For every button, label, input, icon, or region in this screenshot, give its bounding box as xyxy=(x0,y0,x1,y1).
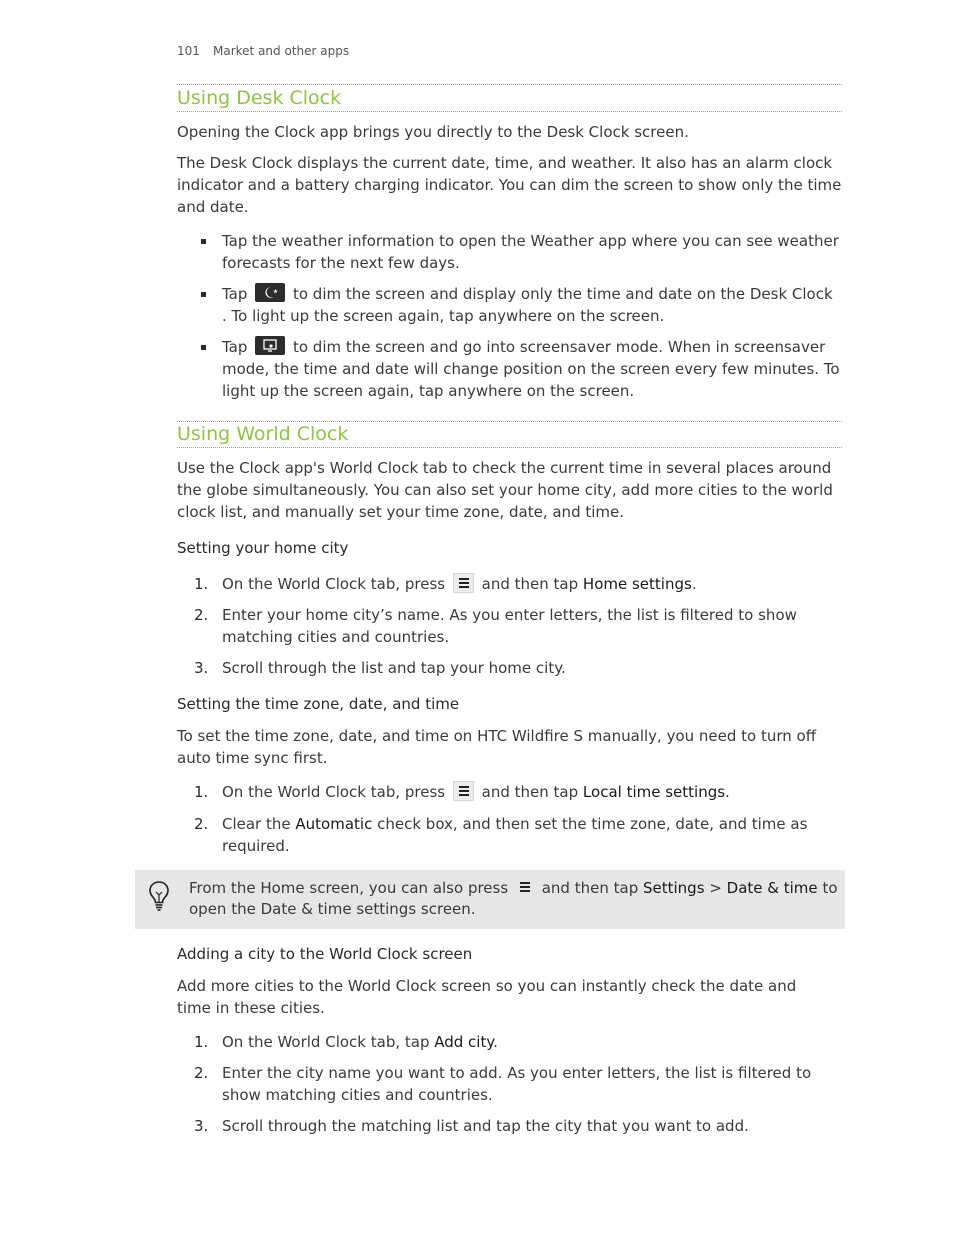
list-item xyxy=(222,283,842,327)
divider xyxy=(177,111,842,112)
divider xyxy=(177,447,842,448)
step-number: 1. xyxy=(194,1033,209,1051)
home-city-heading: Setting your home city xyxy=(177,539,349,557)
menu-icon xyxy=(453,781,474,801)
list-item-text: Enter your home city’s name. As you enter letters, the list is filtered to show matching cities and countries. xyxy=(222,606,797,646)
step-number: 1. xyxy=(194,783,209,801)
list-item-text: On the World Clock tab, press xyxy=(222,783,446,801)
list-item xyxy=(194,604,842,648)
step-number: 3. xyxy=(194,659,209,677)
add-city-heading: Adding a city to the World Clock screen xyxy=(177,945,473,963)
step-number: 2. xyxy=(194,815,209,833)
lightbulb-icon xyxy=(148,880,170,916)
moon-star-icon xyxy=(255,283,285,302)
step-number: 1. xyxy=(194,575,209,593)
list-item-text: On the World Clock tab, tap xyxy=(222,1033,430,1051)
step-number: 3. xyxy=(194,1117,209,1135)
ui-term: Add city xyxy=(434,1033,494,1051)
tip-text-part: to open the Date & time settings screen. xyxy=(189,879,838,918)
tip-text-part: and then tap xyxy=(541,879,639,897)
step-number: 2. xyxy=(194,1064,209,1082)
bullet-marker xyxy=(201,292,206,297)
tip-text-part: > xyxy=(709,879,722,897)
divider xyxy=(177,84,842,85)
desk-clock-heading: Using Desk Clock xyxy=(177,87,342,109)
time-zone-heading: Setting the time zone, date, and time xyxy=(177,695,460,713)
list-item-text: and then tap xyxy=(481,783,579,801)
ui-term: Local time settings xyxy=(582,783,726,801)
list-item xyxy=(194,1031,842,1053)
desk-clock-para: Opening the Clock app brings you directly to the Desk Clock screen. xyxy=(177,123,689,141)
list-item xyxy=(194,813,822,857)
list-item xyxy=(194,1115,842,1137)
list-item xyxy=(222,230,842,274)
bullet-marker xyxy=(201,239,206,244)
add-city-intro: Add more cities to the World Clock screen so you can instantly check the date and time in these cities. xyxy=(177,977,797,1017)
menu-icon xyxy=(453,573,474,593)
world-clock-intro: Use the Clock app's World Clock tab to check the current time in several places around the globe simultaneously. You can also set your home city, add more cities to the world clock list, and manually set your time zone, date, and time. xyxy=(177,459,833,521)
list-item-text: Tap xyxy=(222,338,248,356)
divider xyxy=(177,421,842,422)
list-item-text: to dim the screen and go into screensaver mode. When in screensaver mode, the time and date will change position on the screen every few minutes. To light up the screen again, tap anywhere on the screen. xyxy=(222,338,840,400)
list-item xyxy=(194,573,842,595)
list-item xyxy=(194,657,842,679)
list-item-text: Enter the city name you want to add. As you enter letters, the list is filtered to show matching cities and countries. xyxy=(222,1064,812,1104)
page-header xyxy=(177,44,349,58)
list-item-text: Tap xyxy=(222,285,248,303)
menu-icon xyxy=(516,879,534,895)
ui-term: Automatic xyxy=(295,815,373,833)
list-item-text: . xyxy=(691,575,697,593)
list-item-text: Scroll through the list and tap your home city. xyxy=(222,659,566,677)
time-zone-intro: To set the time zone, date, and time on HTC Wildfire S manually, you need to turn off auto time sync first. xyxy=(177,727,817,767)
screensaver-icon xyxy=(255,336,285,355)
list-item-text: . xyxy=(725,783,730,801)
list-item xyxy=(222,336,842,402)
list-item xyxy=(194,1062,827,1106)
ui-term: Home settings xyxy=(582,575,692,593)
section-title: Market and other apps xyxy=(213,44,350,58)
page-number: 101 xyxy=(177,44,200,58)
list-item-text: . xyxy=(493,1033,498,1051)
tip-box xyxy=(135,870,845,929)
step-number: 2. xyxy=(194,606,209,624)
list-item-text: check box, and then set the time zone, date, and time as required. xyxy=(222,815,808,855)
list-item-text: Tap the weather information to open the Weather app where you can see weather forecasts for the next few days. xyxy=(222,232,839,272)
list-item-text: On the World Clock tab, press xyxy=(222,575,446,593)
list-item-text: Clear the xyxy=(222,815,291,833)
ui-term: Date & time xyxy=(726,879,818,897)
bullet-marker xyxy=(201,345,206,350)
list-item-text: to dim the screen and display only the time and date on the Desk Clock . To light up the screen again, tap anywhere on the screen. xyxy=(222,285,833,325)
list-item-text: and then tap xyxy=(481,575,579,593)
list-item-text: Scroll through the matching list and tap the city that you want to add. xyxy=(222,1117,749,1135)
desk-clock-para: The Desk Clock displays the current date, time, and weather. It also has an alarm clock indicator and a battery charging indicator. You can dim the screen to show only the time and date. xyxy=(177,154,842,216)
world-clock-heading: Using World Clock xyxy=(177,423,349,445)
list-item xyxy=(194,781,842,803)
tip-text-part: From the Home screen, you can also press xyxy=(189,879,509,897)
tip-text xyxy=(189,878,839,920)
ui-term: Settings xyxy=(643,879,705,897)
